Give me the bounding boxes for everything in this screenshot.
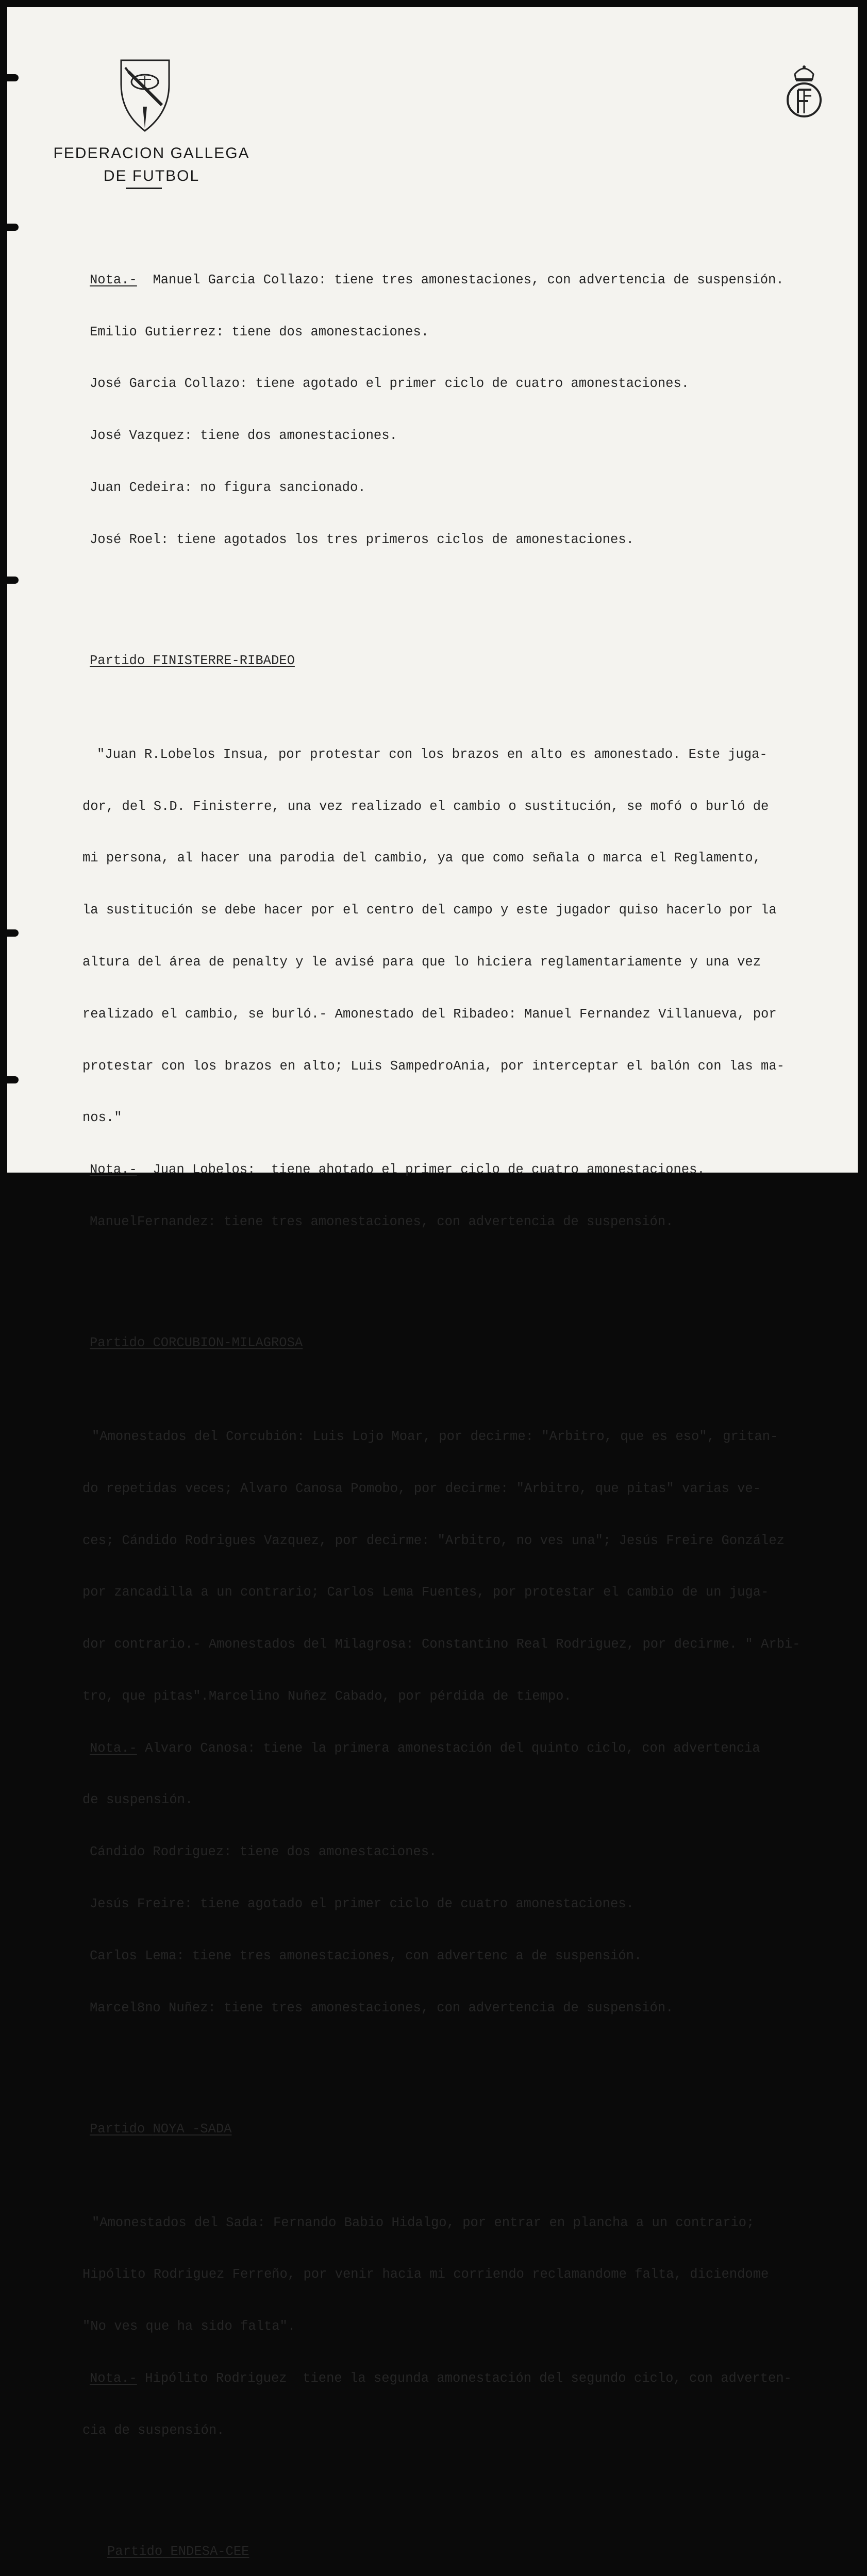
nota-line: Cándido Rodriguez: tiene dos amonestaciones.	[90, 1844, 437, 1860]
report-line: la sustitución se debe hacer por el centro del campo y este jugador quiso hacerlo por la	[82, 903, 777, 918]
document-page	[7, 7, 858, 2559]
match-name: NOYA -SADA	[153, 2121, 232, 2137]
nota-label: Nota.-	[90, 2371, 137, 2386]
document-body	[82, 219, 855, 2576]
nota-label: Nota.-	[90, 1162, 137, 1178]
match-heading	[107, 2543, 855, 2561]
federacion-gallega-emblem-icon	[118, 56, 172, 133]
binder-hole	[7, 929, 19, 937]
match-heading	[90, 2121, 855, 2138]
nota-text: Juan Lobelos: tiene ahotado el primer ciclo de cuatro amonestaciones.	[153, 1162, 705, 1178]
nota-line	[90, 272, 855, 289]
nota-text: Alvaro Canosa: tiene la primera amonestación del quinto ciclo, con advertencia	[145, 1740, 760, 1756]
report-line: "Amonestados del Corcubión: Luis Lojo Moar, por decirme: "Arbitro, que es eso", gritan-	[92, 1429, 778, 1444]
rfef-crown-emblem-icon	[783, 63, 825, 125]
nota-line: de suspensión.	[82, 1792, 193, 1808]
nota-line: José Vazquez: tiene dos amonestaciones.	[90, 428, 397, 444]
report-line: ces; Cándido Rodrigues Vazquez, por decirme: "Arbitro, no ves una"; Jesús Freire González	[82, 1533, 785, 1548]
header-divider	[126, 188, 162, 189]
nota-line: José Roel: tiene agotados los tres primeros ciclos de amonestaciones.	[90, 532, 634, 547]
nota-line	[90, 1740, 855, 1757]
binder-hole	[7, 577, 19, 584]
report-line: nos."	[82, 1110, 122, 1126]
match-prefix: Partido	[90, 1335, 145, 1350]
nota-line	[90, 1161, 855, 1179]
nota-line: Marcel8no Nuñez: tiene tres amonestaciones, con advertencia de suspensión.	[90, 2000, 674, 2015]
report-line: do repetidas veces; Alvaro Canosa Pomobo, por decirme: "Arbitro, que pitas" varias ve-	[82, 1481, 761, 1496]
nota-line: ManuelFernandez: tiene tres amonestaciones, con advertencia de suspensión.	[90, 1214, 674, 1229]
report-line: realizado el cambio, se burló.- Amonestado del Ribadeo: Manuel Fernandez Villanueva, por	[82, 1006, 777, 1022]
match-heading	[90, 1334, 855, 1352]
report-line: Hipólito Rodriguez Ferreño, por venir hacia mi corriendo reclamandome falta, diciendome	[82, 2267, 769, 2282]
nota-text: Manuel Garcia Collazo: tiene tres amonestaciones, con advertencia de suspensión.	[153, 272, 784, 287]
nota-label: Nota.-	[90, 272, 137, 287]
binder-hole	[7, 1076, 19, 1083]
match-name: ENDESA-CEE	[170, 2544, 249, 2559]
nota-line: Juan Cedeira: no figura sancionado.	[90, 480, 366, 495]
report-line: tro, que pitas".Marcelino Nuñez Cabado, por pérdida de tiempo.	[82, 1688, 572, 1704]
match-name: FINISTERRE-RIBADEO	[153, 653, 295, 668]
report-line: "Amonestados del Sada: Fernando Babio Hidalgo, por entrar en plancha a un contrario;	[92, 2215, 755, 2230]
match-prefix: Partido	[107, 2544, 163, 2559]
binder-hole	[7, 74, 19, 81]
binder-hole	[7, 224, 19, 231]
organization-name-line1: FEDERACION GALLEGA	[53, 145, 250, 162]
report-line: altura del área de penalty y le avisé para que lo hiciera reglamentariamente y una vez	[82, 954, 761, 970]
nota-line: cia de suspensión.	[82, 2422, 225, 2438]
report-line: "Juan R.Lobelos Insua, por protestar con los brazos en alto es amonestado. Este juga-	[97, 747, 768, 762]
nota-line: Emilio Gutierrez: tiene dos amonestaciones.	[90, 324, 429, 340]
report-line: dor contrario.- Amonestados del Milagrosa: Constantino Real Rodriguez, por decirme. " Arbi-	[82, 1637, 801, 1652]
report-line: protestar con los brazos en alto; Luis SampedroAnia, por interceptar el balón con las ma-	[82, 1058, 785, 1074]
nota-line: José Garcia Collazo: tiene agotado el primer ciclo de cuatro amonestaciones.	[90, 376, 689, 392]
nota-line: Carlos Lema: tiene tres amonestaciones, con advertenc a de suspensión.	[90, 1948, 642, 1963]
nota-line	[90, 2370, 855, 2387]
report-line: "No ves que ha sido falta".	[82, 2319, 296, 2334]
nota-text: Hipólito Rodriguez tiene la segunda amonestación del segundo ciclo, con adverten-	[145, 2371, 792, 2386]
match-heading	[90, 652, 855, 670]
organization-name	[43, 142, 260, 188]
report-line: dor, del S.D. Finisterre, una vez realizado el cambio o sustitución, se mofó o burló de	[82, 799, 769, 814]
nota-label: Nota.-	[90, 1740, 137, 1756]
nota-line: Jesús Freire: tiene agotado el primer ciclo de cuatro amonestaciones.	[90, 1896, 634, 1911]
report-line: mi persona, al hacer una parodia del cambio, ya que como señala o marca el Reglamento,	[82, 851, 761, 866]
match-prefix: Partido	[90, 2121, 145, 2137]
match-prefix: Partido	[90, 653, 145, 668]
organization-name-line2: DE FUTBOL	[103, 167, 200, 184]
report-line: por zancadilla a un contrario; Carlos Lema Fuentes, por protestar el cambio de un juga-	[82, 1585, 769, 1600]
match-name: CORCUBION-MILAGROSA	[153, 1335, 303, 1350]
